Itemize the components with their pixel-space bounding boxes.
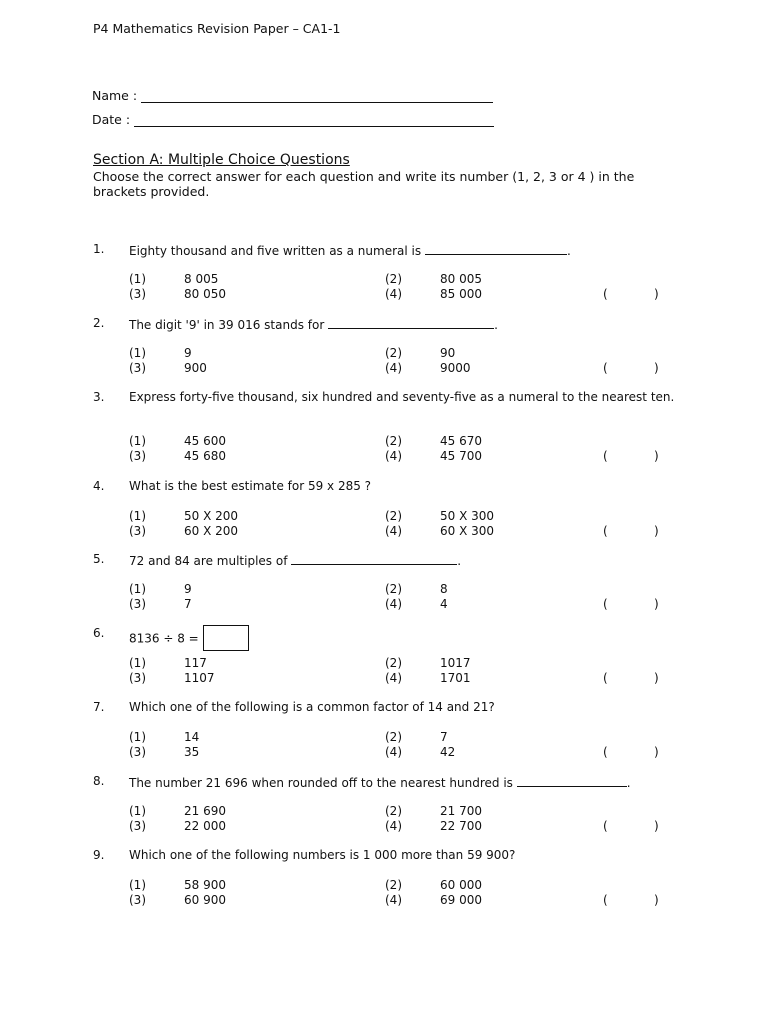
answer-box[interactable] [203, 625, 249, 651]
option-label: (2) [385, 346, 402, 360]
answer-bracket-open: ( [603, 597, 608, 611]
option-value: 22 000 [184, 819, 226, 833]
option-value: 8 005 [184, 272, 219, 286]
option-label: (4) [385, 361, 402, 375]
option-label: (2) [385, 656, 402, 670]
answer-bracket-close: ) [654, 449, 659, 463]
question-number: 7. [93, 700, 105, 714]
option-value: 7 [184, 597, 192, 611]
option-label: (2) [385, 878, 402, 892]
answer-bracket-open: ( [603, 287, 608, 301]
option-value: 45 700 [440, 449, 482, 463]
answer-blank[interactable] [517, 774, 627, 787]
question-text [129, 774, 689, 791]
option-label: (4) [385, 819, 402, 833]
answer-bracket-open: ( [603, 893, 608, 907]
question-text-main: The digit '9' in 39 016 stands for [129, 318, 325, 332]
option-value: 45 680 [184, 449, 226, 463]
option-label: (4) [385, 524, 402, 538]
question-text-main: 72 and 84 are multiples of [129, 554, 288, 568]
option-value: 21 690 [184, 804, 226, 818]
option-value: 90 [440, 346, 456, 360]
option-label: (3) [129, 361, 146, 375]
option-value: 50 X 300 [440, 509, 495, 523]
question-text-main: Express forty-five thousand, six hundred and seventy-five as a numeral to the nearest ten. [129, 390, 675, 404]
option-value: 1107 [184, 671, 215, 685]
answer-bracket-close: ) [654, 524, 659, 538]
answer-bracket-open: ( [603, 361, 608, 375]
question-text [129, 552, 689, 569]
answer-bracket-open: ( [603, 449, 608, 463]
option-value: 900 [184, 361, 207, 375]
option-label: (2) [385, 730, 402, 744]
option-label: (1) [129, 878, 146, 892]
option-label: (1) [129, 656, 146, 670]
option-label: (3) [129, 287, 146, 301]
option-value: 9000 [440, 361, 471, 375]
option-value: 60 X 200 [184, 524, 239, 538]
question-text-main: The number 21 696 when rounded off to the nearest hundred is [129, 776, 513, 790]
section-title: Section A: Multiple Choice Questions [93, 152, 350, 168]
option-label: (3) [129, 597, 146, 611]
option-value: 58 900 [184, 878, 226, 892]
option-label: (1) [129, 346, 146, 360]
option-value: 80 005 [440, 272, 482, 286]
option-label: (1) [129, 730, 146, 744]
question-text [129, 848, 689, 863]
option-label: (3) [129, 524, 146, 538]
section-instructions: Choose the correct answer for each question and write its number (1, 2, 3 or 4 ) in the brackets provided. [93, 169, 635, 199]
question-text [129, 242, 689, 259]
answer-bracket-close: ) [654, 671, 659, 685]
option-value: 7 [440, 730, 448, 744]
name-label: Name : [92, 88, 138, 103]
answer-bracket-close: ) [654, 819, 659, 833]
option-label: (3) [129, 671, 146, 685]
date-answer-line[interactable] [134, 113, 494, 127]
option-label: (2) [385, 582, 402, 596]
option-label: (4) [385, 287, 402, 301]
question-text [129, 316, 689, 333]
question-text-main: Which one of the following is a common factor of 14 and 21? [129, 700, 495, 714]
answer-blank[interactable] [328, 316, 494, 329]
question-number: 6. [93, 626, 105, 640]
option-value: 60 X 300 [440, 524, 495, 538]
question-text-main: What is the best estimate for 59 x 285 ? [129, 479, 372, 493]
question-text-end: . [494, 318, 498, 332]
name-answer-line[interactable] [141, 89, 493, 103]
question-number: 3. [93, 390, 105, 404]
option-label: (4) [385, 745, 402, 759]
option-value: 14 [184, 730, 200, 744]
answer-bracket-close: ) [654, 745, 659, 759]
option-value: 60 000 [440, 878, 482, 892]
answer-bracket-close: ) [654, 597, 659, 611]
option-label: (1) [129, 804, 146, 818]
option-value: 80 050 [184, 287, 226, 301]
option-label: (4) [385, 449, 402, 463]
answer-bracket-close: ) [654, 287, 659, 301]
question-text [129, 390, 689, 405]
answer-bracket-open: ( [603, 745, 608, 759]
option-label: (4) [385, 671, 402, 685]
option-value: 9 [184, 582, 192, 596]
option-value: 42 [440, 745, 456, 759]
question-text-main: Which one of the following numbers is 1 000 more than 59 900? [129, 848, 516, 862]
option-label: (1) [129, 272, 146, 286]
option-label: (1) [129, 509, 146, 523]
answer-blank[interactable] [425, 242, 567, 255]
option-value: 50 X 200 [184, 509, 239, 523]
question-text [129, 626, 689, 652]
paper-title: P4 Mathematics Revision Paper – CA1-1 [93, 21, 341, 36]
option-value: 117 [184, 656, 207, 670]
option-label: (3) [129, 819, 146, 833]
question-text [129, 479, 689, 494]
question-text-main: 8136 ÷ 8 = [129, 631, 199, 646]
question-text-end: . [626, 776, 631, 790]
option-value: 8 [440, 582, 448, 596]
question-text [129, 700, 689, 715]
question-number: 2. [93, 316, 105, 330]
option-label: (3) [129, 449, 146, 463]
option-value: 45 600 [184, 434, 226, 448]
option-label: (1) [129, 582, 146, 596]
answer-bracket-close: ) [654, 361, 659, 375]
option-value: 4 [440, 597, 448, 611]
option-label: (2) [385, 434, 402, 448]
date-field [92, 112, 494, 127]
option-label: (3) [129, 745, 146, 759]
option-value: 1701 [440, 671, 471, 685]
question-text-end: . [566, 244, 571, 258]
answer-blank[interactable] [291, 552, 457, 565]
option-value: 35 [184, 745, 200, 759]
option-value: 69 000 [440, 893, 482, 907]
question-number: 1. [93, 242, 105, 256]
answer-bracket-close: ) [654, 893, 659, 907]
option-label: (4) [385, 893, 402, 907]
question-number: 9. [93, 848, 105, 862]
option-value: 21 700 [440, 804, 482, 818]
question-number: 5. [93, 552, 105, 566]
name-field [92, 88, 493, 103]
option-value: 85 000 [440, 287, 482, 301]
option-label: (2) [385, 272, 402, 286]
option-value: 22 700 [440, 819, 482, 833]
option-value: 60 900 [184, 893, 226, 907]
answer-bracket-open: ( [603, 524, 608, 538]
option-label: (4) [385, 597, 402, 611]
option-value: 45 670 [440, 434, 482, 448]
option-label: (2) [385, 509, 402, 523]
question-text-main: Eighty thousand and five written as a numeral is [129, 244, 422, 258]
option-label: (2) [385, 804, 402, 818]
date-label: Date : [92, 112, 131, 127]
option-label: (1) [129, 434, 146, 448]
option-value: 1017 [440, 656, 471, 670]
question-text-end: . [457, 554, 462, 568]
question-number: 4. [93, 479, 105, 493]
answer-bracket-open: ( [603, 819, 608, 833]
option-value: 9 [184, 346, 192, 360]
question-number: 8. [93, 774, 105, 788]
option-label: (3) [129, 893, 146, 907]
answer-bracket-open: ( [603, 671, 608, 685]
